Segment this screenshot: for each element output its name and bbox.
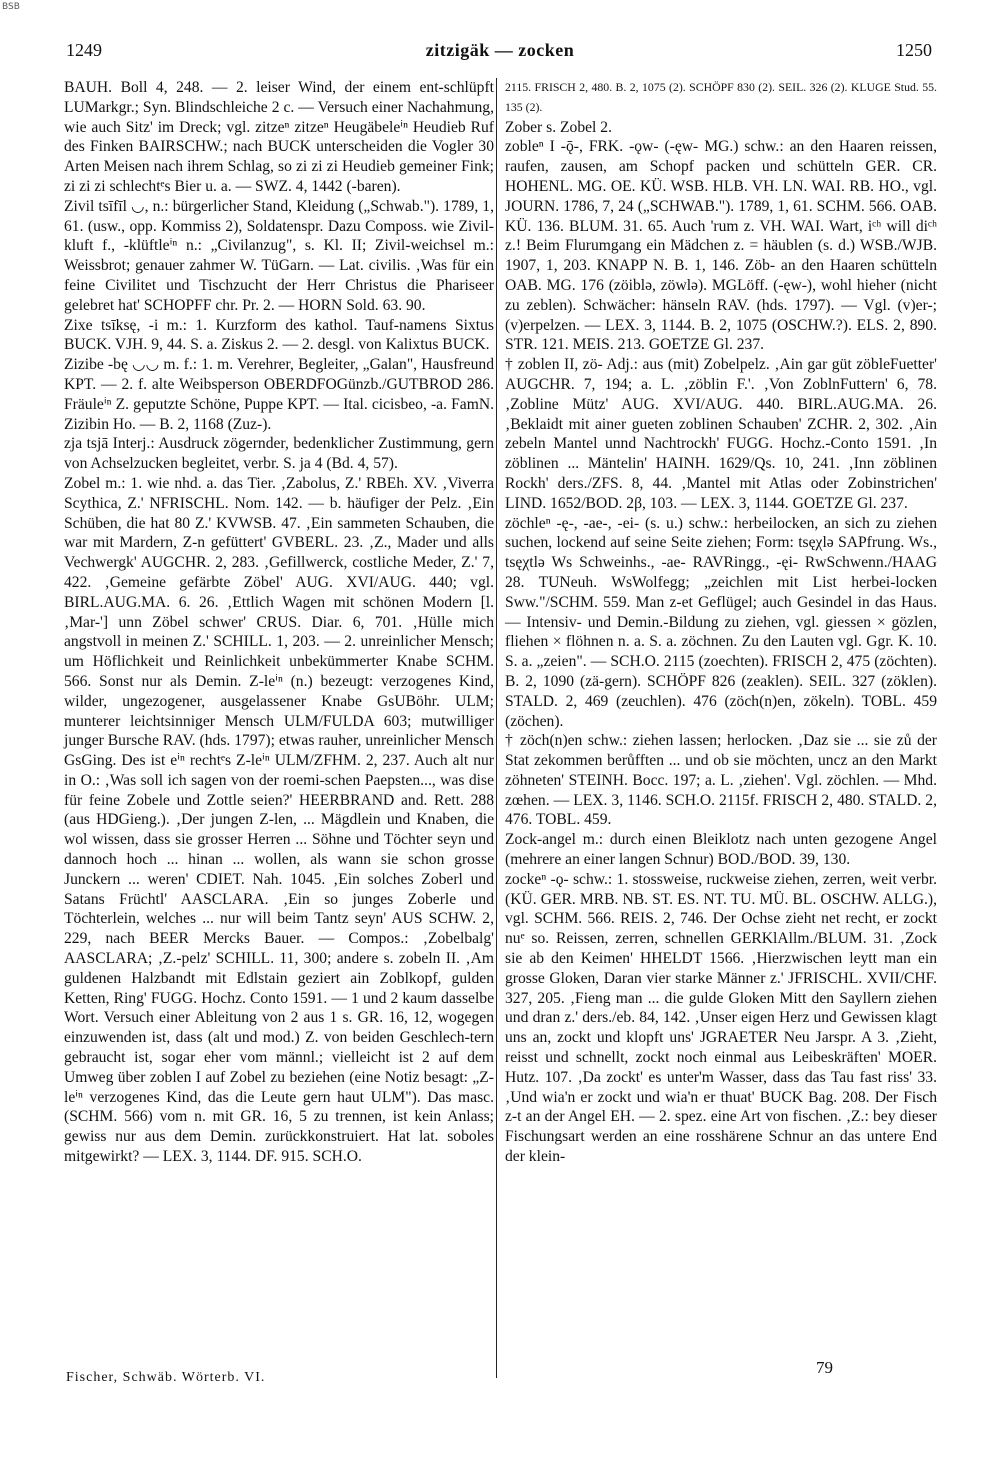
running-header: zitzigäk — zocken xyxy=(425,40,575,60)
page-number-right: 1250 xyxy=(896,40,932,60)
entry-zixe: Zixe tsīksę, -i m.: 1. Kurzform des kathol. Tauf-namens Sixtus BUCK. VJH. 9, 44. S. a. Ziskus 2. — 2. desgl. von Kalixtus BUCK. xyxy=(64,316,494,354)
entry-zja: zja tsjā Interj.: Ausdruck zögernder, bedenklicher Zustimmung, gern von Achselzucken begleitet, verbr. S. ja 4 (Bd. 4, 57). xyxy=(64,435,494,473)
entry-zoechlen: zöchleⁿ -ę-, -ae-, -ei- (s. u.) schw.: herbeilocken, an sich zu ziehen suchen, lockend auf seine Seite ziehen; Form: tsęχlə SAPfrung. Ws., tsęχtlə Ws Schweinhs., -ae- RAVRingg., -ęi- RwSchwenn./HAAG 28. TUNeuh. WsWolfegg; „zeichlen mit List herbei-locken Sww."/SCHM. 559. Man z-et Geflügel; auch Gesindel in das Haus. — Intensiv- und Demin.-Bildung zu ziehen, vgl. giessen × gözlen, fliehen × flöhnen n. a. S. a. zöchnen. Zu den Lauten vgl. Ggr. K. 10. S. a. „zeien". — SCH.O. 2115 (zoechten). FRISCH 2, 475 (zöchten). B. 2, 1090 (zä-gern). SCHÖPF 826 (zeaklen). SEIL. 327 (zöklen). STALD. 2, 469 (zeuchlen). 476 (zöch(n)en, zökeln). TOBL. 459 (zöchen). xyxy=(505,514,937,730)
entry-zocken: zockeⁿ -ǫ- schw.: 1. stossweise, ruckweise ziehen, zerren, weit verbr. (KÜ. GER. MRB. NB. ST. ES. NT. TU. MÜ. BL. OSCHW. ALLG.), vgl. SCHM. 566. REIS. 2, 746. Der Ochse zieht net recht, er zockt nuᵉ so. Reissen, zerren, schnellen GERKlAllm./BLUM. 31. ‚Zock sie ab den Keimen' HHELDT 1566. ‚Hierzwischen leytt man ein grosse Gloken, Daran vier starke Männer z.' JFRISCHL. XVII/CHF. 327, 205. ‚Fieng man ... die gulde Gloken Mitt den Sayllern ziehen und dran z.' ders./eb. 84, 142. ‚Unser eigen Herz und Gewissen klagt uns an, zockt und klopft uns' JGRAETER Neu Jarspr. A 3. ‚Zieht, reisst und schnellt, zockt noch einmal aus Leibeskräften' MOER. Hutz. 107. ‚Da zockt' es unter'm Wasser, dass das Tau fast riss' 33. ‚Und wia'n er zockt und wia'n er thuat' BUCK Bag. 208. Der Fisch z-t an der Angel EH. — 2. spez. eine Art von fischen. ‚Z.: bey dieser Fischungsart werden an eine rosshärene Schnur an das untere End der klein- xyxy=(505,870,937,1166)
entry-zober: Zober s. Zobel 2. xyxy=(505,118,612,136)
entry-zizibe: Zizibe -bę ◡◡ m. f.: 1. m. Verehrer, Begleiter, „Galan", Hausfreund KPT. — 2. f. alte Weibsperson OBERDFOGünzb./GUTBROD 286. Fräuleⁱⁿ Z. geputzte Schöne, Puppe KPT. — Ital. cicisbeo, -a. FamN. Zizibin Ho. — B. 2, 1168 (Zuz-). xyxy=(64,356,494,433)
footer-source: Fischer, Schwäb. Wörterb. VI. xyxy=(66,1370,266,1385)
left-column xyxy=(64,78,494,1167)
signature-mark: 79 xyxy=(816,1358,833,1377)
entry-zock-angel: Zock-angel m.: durch einen Bleiklotz nach unten gezogene Angel (mehrere an einer langen Schnur) BOD./BOD. 39, 130. xyxy=(505,831,937,869)
right-column xyxy=(505,78,937,1167)
library-stamp: BSB xyxy=(2,2,20,12)
entry-zobel: Zobel m.: 1. wie nhd. a. das Tier. ‚Zabolus, Z.' RBEh. XV. ‚Viverra Scythica, Z.' NFRISCHL. Nom. 142. — b. häufiger der Pelz. ‚Ein Schüben, die hat 80 Z.' KVWSB. 47. ‚Ein sammeten Schauben, die war mit Mardern, Z-n gefüttert' GVBERL. 23. ‚Z., Mader und alls Vechwergk' AUGCHR. 2, 283. ‚Gefillwerck, costliche Meder, Z.' 7, 422. ‚Gemeine gefärbte Zöbel' AUG. XVI/AUG. 440; vgl. BIRL.AUG.MA. 6. 26. ‚Ettlich Wagen mit schönen Modern [l. ‚Mar-'] unn Zöbel schwer' CRUS. Diar. 6, 701. ‚Hülle mich angstvoll in meinen Z.' SCHILL. 1, 203. — 2. unreinlicher Mensch; um Höflichkeit und Reinlichkeit unbekümmerter Knabe SCHM. 566. Sonst nur als Demin. Z-leⁱⁿ (n.) bezeugt: verzogenes Kind, wilder, ungezogener, ausgelassener Knabe GsUBöhr. ULM; munterer leichtsinniger Mensch ULM/FULDA 603; mutwilliger junger Bursche RAV. (hds. 1797); etwas rauher, unreinlicher Mensch GsGing. Des ist eⁱⁿ rechtᵉs Z-leⁱⁿ ULM/ZFHM. 2, 237. Auch alt nur in O.: ‚Was soll ich sagen von der roemi-schen Paepsten..., was dise für feine Zobele und Zottle seien?' HEERBRAND and. Rett. 288 (aus HDGieng.). ‚Der jungen Z-len, ... Mägdlein und Knaben, die wol wissen, dass sie grosser Herren ... Söhne und Töchter seyn und dannoch hoch ... hinan ... wollen, als wann sie schon grosse Junckern ... weren' CDIET. Nah. 1045. ‚Ein solches Zoberl und Satans Früchtl' AASCLARA. ‚Ein so junges Zoberle und Töchterlein, welches ... nur will beim Tantz seyn' AUS SCHW. 2, 229, nach BEER Mercks Bauer. — Compos.: ‚Zobelbalg' AASCLARA; ‚Z.-pelz' SCHILL. 11, 300; andere s. zobeln II. ‚Am guldenen Halzbandt mit Edlstain geziert ain Zoblkopf, gulden Ketten, Ring' FUGG. Hochz. Conto 1591. — 1 und 2 kaum dasselbe Wort. Versuch einer Ableitung von 2 aus 1 s. GR. 16, 12, wogegen einzuwenden ist, dass (alt und mod.) Z. von beiden Geschlech-tern gebraucht ist, sogar eher vom männl.; vielleicht ist 2 auf dem Umweg über zoblen I auf Zobel zu beziehen (eine Notiz besagt: „Z-leⁱⁿ verzogenes Kind, das die Leute gern haut ULM"). Das masc. (SCHM. 566) vom n. mit GR. 16, 5 zu trennen, ist kein Anlass; gewiss nur aus dem Demin. zurückkonstruiert. Hat lat. soboles mitgewirkt? — LEX. 3, 1144. DF. 915. SCH.O. xyxy=(64,474,494,1166)
entry-zoblen-1: zobleⁿ I -ǭ-, FRK. -ǫw- (-ęw- MG.) schw.: an den Haaren reissen, raufen, zausen, am Schopf packen und schütteln GER. CR. HOHENL. MG. OE. KÜ. WSB. HLB. VH. LN. WAI. RB. HO., vgl. JOURN. 1786, 7, 24 („SCHWAB."). 1789, 1, 61. SCHM. 566. OAB. KÜ. 136. BLUM. 31. 65. Auch 'rum z. VH. WAI. Wart, iᶜʰ will diᶜʰ z.! Beim Flurumgang ein Mädchen z. = häublen (s. d.) WSB./WJB. 1907, 1, 203. KNAPP N. B. 1, 146. Zöb- an den Haaren schütteln OAB. MG. 176 (zöiblə, zöwlə). MGLöff. (-ęw-), wohl hieher (nicht zu zeblen). Schwächer: hänseln RAV. (hds. 1797). — Vgl. (v)er-; (v)erpelzen. — LEX. 3, 1144. B. 2, 1075 (OSCHW.?). ELS. 2, 890. STR. 121. MEIS. 213. GOETZE Gl. 237. xyxy=(505,138,937,354)
entry-zoechnen: † zöch(n)en schw.: ziehen lassen; herlocken. ‚Daz sie ... sie zů der Stat zekommen berůfften ... und ob sie möchten, uncz an den Markt zöhneten' STEINH. Bocc. 197; a. L. ‚ziehen'. Vgl. zöchlen. — Mhd. zœhen. — LEX. 3, 1146. SCH.O. 2115f. FRISCH 2, 480. STALD. 2, 476. TOBL. 459. xyxy=(505,732,937,829)
column-divider xyxy=(496,78,497,1378)
entry-bauh-continuation: BAUH. Boll 4, 248. — 2. leiser Wind, der einem ent-schlüpft LUMarkgr.; Syn. Blindschleiche 2 c. — Versuch einer Nachahmung, wie auch Sitz' im Dreck; vgl. zitzeⁿ zitzeⁿ Heugäbeleⁱⁿ Heudieb Ruf des Finken BAIRSCHW.; nach BUCK unterscheiden die Vogler 30 Arten Meisen nach ihrem Schlag, so zi zi zi Heudieb gemeiner Fink; zi zi zi schlechtᵉs Bier u. a. — SWZ. 4, 1442 (-baren). xyxy=(64,79,494,195)
entry-zoblen-2: † zoblen II, zö- Adj.: aus (mit) Zobelpelz. ‚Ain gar güt zöbleFuetter' AUGCHR. 7, 194; a. L. ‚zöblin F.'. ‚Von ZoblnFuttern' 6, 78. ‚Zobline Mütz' AUG. XVI/AUG. 440. BIRL.AUG.MA. 26. ‚Beklaidt mit ainer gueten zoblinen Schauben' ZCHR. 2, 302. ‚Ain zebeln Mantel unnd Nachtrockh' FUGG. Hochz.-Conto 1591. ‚In zöblinen ... Mäntelin' HAINH. 1629/Qs. 10, 241. ‚Inn zöblinen Rockh' ders./ZFS. 8, 44. ‚Mantel mit Atlas oder Zobinstrichen' LIND. 1652/BOD. 2β, 103. — LEX. 3, 1144. GOETZE Gl. 237. xyxy=(505,356,937,512)
page-number-left: 1249 xyxy=(66,40,102,60)
entry-zobel-references: 2115. FRISCH 2, 480. B. 2, 1075 (2). SCHÖPF 830 (2). SEIL. 326 (2). KLUGE Stud. 55. 135 (2). xyxy=(505,80,937,114)
entry-zivil: Zivil tsīfīl ◡, n.: bürgerlicher Stand, Kleidung („Schwab."). 1789, 1, 61. (usw., opp. Kommiss 2), Soldatenspr. Dazu Composs. wie Zivil-kluft f., -klüftleⁱⁿ n.: „Civilanzug", s. Kl. II; Zivil-weichsel m.: Weissbrot; genauer zahmer W. TüGarn. — Lat. civilis. ‚Was für ein feine Civilitet und Tischzucht der Herr Christus die Phariseer gelebret hat' SCHOPFF chr. Pr. 2. — HORN Sold. 63. 90. xyxy=(64,197,494,314)
